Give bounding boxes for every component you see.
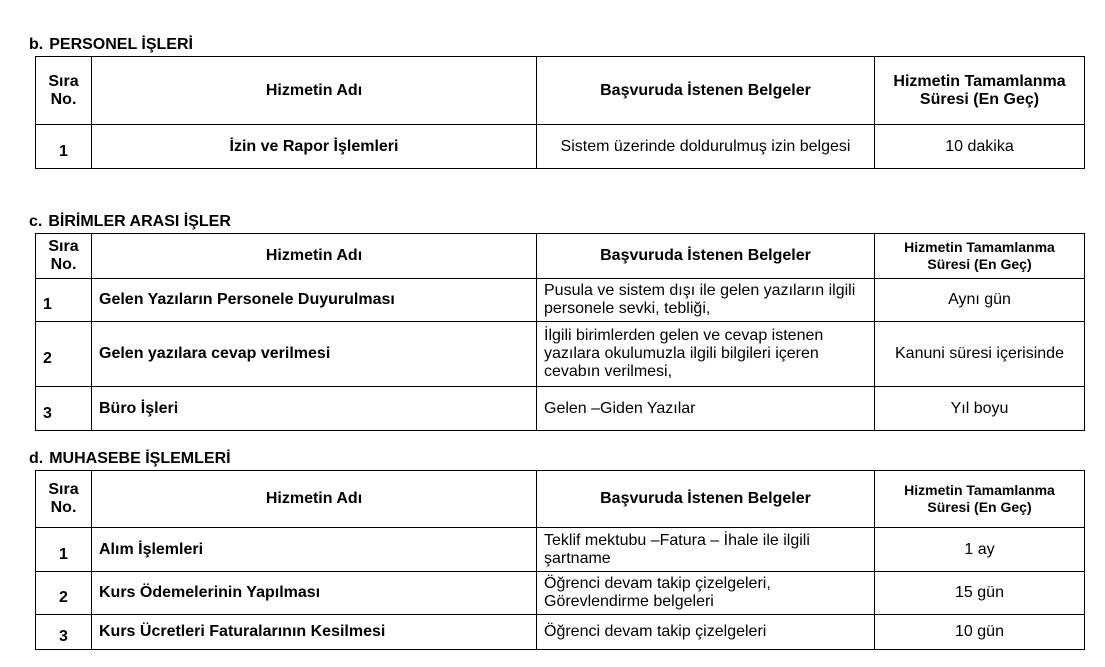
header-hizmet-adi: Hizmetin Adı (92, 57, 537, 125)
header-belgeler: Başvuruda İstenen Belgeler (537, 57, 875, 125)
row-no: 1 (36, 125, 92, 169)
table-muhasebe (35, 470, 1085, 650)
section-title-muhasebe (29, 450, 231, 468)
header-sira: Sıra No. (36, 234, 92, 279)
section-heading: BİRİMLER ARASI İŞLER (48, 213, 231, 230)
row-name: Gelen yazılara cevap verilmesi (92, 322, 537, 387)
header-sure: Hizmetin Tamamlanma Süresi (En Geç) (875, 57, 1085, 125)
row-duration: 1 ay (875, 528, 1085, 572)
row-no: 3 (36, 615, 92, 650)
table-row (36, 279, 1085, 322)
header-hizmet-adi: Hizmetin Adı (92, 234, 537, 279)
header-sure: Hizmetin Tamamlanma Süresi (En Geç) (875, 471, 1085, 528)
section-title-birimler (29, 213, 231, 231)
row-no: 1 (36, 279, 92, 322)
row-docs: Öğrenci devam takip çizelgeleri, Görevlendirme belgeleri (537, 572, 875, 615)
header-hizmet-adi: Hizmetin Adı (92, 471, 537, 528)
row-no: 1 (36, 528, 92, 572)
table-row (36, 125, 1085, 169)
row-no: 2 (36, 572, 92, 615)
row-docs: Teklif mektubu –Fatura – İhale ile ilgili şartname (537, 528, 875, 572)
table-header-row (36, 57, 1085, 125)
table-personel (35, 56, 1085, 169)
header-belgeler: Başvuruda İstenen Belgeler (537, 471, 875, 528)
section-letter: c. (29, 213, 43, 230)
header-sure: Hizmetin Tamamlanma Süresi (En Geç) (875, 234, 1085, 279)
table-row (36, 528, 1085, 572)
table-row (36, 387, 1085, 431)
row-duration: 15 gün (875, 572, 1085, 615)
table-header-row (36, 471, 1085, 528)
row-duration: Kanuni süresi içerisinde (875, 322, 1085, 387)
section-heading: MUHASEBE İŞLEMLERİ (49, 450, 231, 467)
row-name: Büro İşleri (92, 387, 537, 431)
table-row (36, 615, 1085, 650)
row-name: Kurs Ödemelerinin Yapılması (92, 572, 537, 615)
row-duration: Aynı gün (875, 279, 1085, 322)
row-docs: Pusula ve sistem dışı ile gelen yazıların ilgili personele sevki, tebliği, (537, 279, 875, 322)
row-name: Gelen Yazıların Personele Duyurulması (92, 279, 537, 322)
header-sira: Sıra No. (36, 57, 92, 125)
table-row (36, 322, 1085, 387)
header-belgeler: Başvuruda İstenen Belgeler (537, 234, 875, 279)
row-no: 3 (36, 387, 92, 431)
section-heading: PERSONEL İŞLERİ (49, 36, 193, 53)
row-no: 2 (36, 322, 92, 387)
section-title-personel (29, 36, 193, 54)
row-docs: Öğrenci devam takip çizelgeleri (537, 615, 875, 650)
row-name: Kurs Ücretleri Faturalarının Kesilmesi (92, 615, 537, 650)
table-row (36, 572, 1085, 615)
row-docs: Sistem üzerinde doldurulmuş izin belgesi (537, 125, 875, 169)
row-docs: Gelen –Giden Yazılar (537, 387, 875, 431)
section-letter: b. (29, 36, 44, 53)
table-birimler (35, 233, 1085, 431)
row-name: İzin ve Rapor İşlemleri (92, 125, 537, 169)
section-letter: d. (29, 450, 44, 467)
row-duration: Yıl boyu (875, 387, 1085, 431)
row-duration: 10 dakika (875, 125, 1085, 169)
table-header-row (36, 234, 1085, 279)
row-name: Alım İşlemleri (92, 528, 537, 572)
row-docs: İlgili birimlerden gelen ve cevap istenen yazılara okulumuzla ilgili bilgileri içeren cevabın verilmesi, (537, 322, 875, 387)
header-sira: Sıra No. (36, 471, 92, 528)
row-duration: 10 gün (875, 615, 1085, 650)
